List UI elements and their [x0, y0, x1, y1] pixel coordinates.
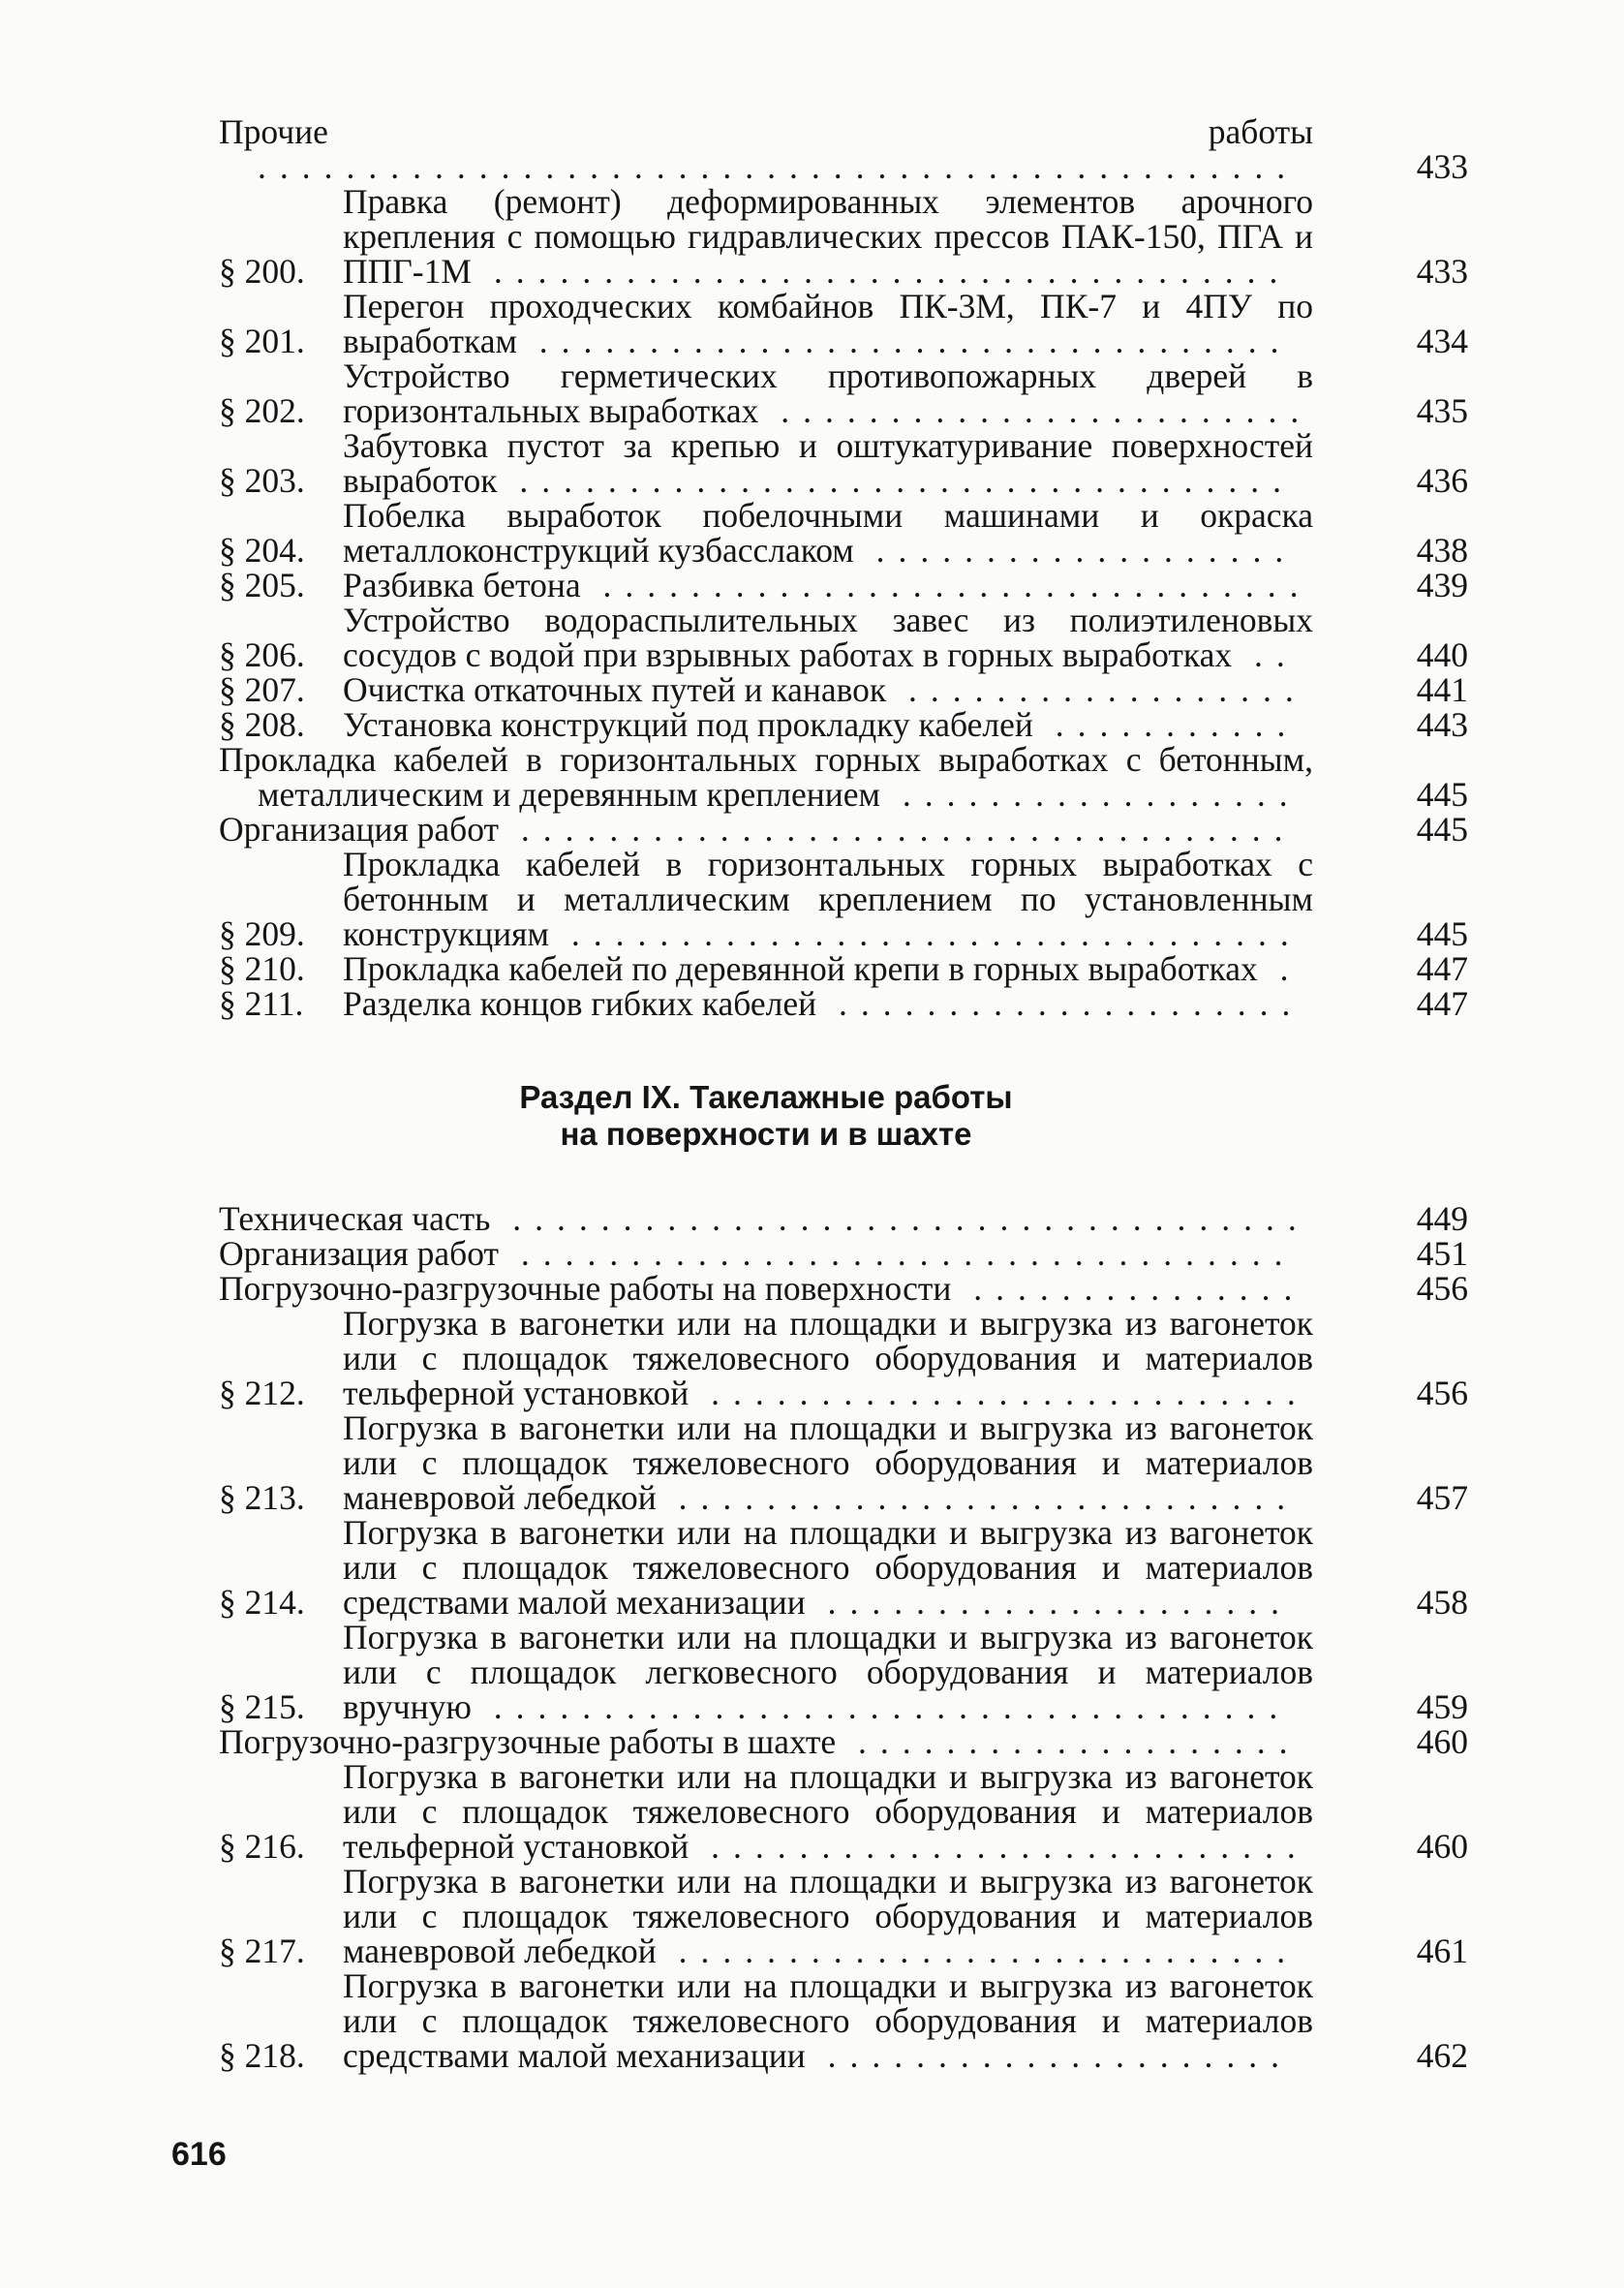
toc-entry-page: 443: [1416, 705, 1468, 744]
toc-entry-title: [343, 498, 1313, 568]
toc-leader-dots: ..................: [886, 670, 1307, 709]
toc-entry-page: 445: [1416, 810, 1468, 849]
toc-entry-body: [219, 1201, 1313, 1236]
toc-entry-title-text: Погрузка в вагонетки или на площадки и выгрузка из вагонеток или с площадок тяжеловесного оборудования и материалов маневровой лебедкой: [343, 1862, 1313, 1970]
toc-entry-page: 451: [1416, 1234, 1468, 1273]
toc-entry[interactable]: [219, 1201, 1468, 1236]
toc-entry-number: § 211.: [219, 984, 304, 1023]
toc-entry-body: [219, 742, 1313, 812]
toc-leader-dots: ...............: [951, 1269, 1306, 1308]
toc-entry[interactable]: [219, 707, 1468, 742]
toc-entry[interactable]: [219, 1306, 1468, 1410]
toc-leader-dots: ............................: [656, 1932, 1300, 1970]
toc-entry-title-text: Погрузка в вагонетки или на площадки и выгрузка из вагонеток или с площадок тяжеловесного оборудования и материалов средствами малой механизации: [343, 1513, 1313, 1622]
toc-list-part2: [219, 1201, 1468, 2073]
toc-leader-dots: .....................: [805, 2036, 1293, 2075]
toc-entry-body: [343, 1515, 1313, 1620]
toc-entry[interactable]: [219, 1236, 1468, 1271]
toc-entry-page: 435: [1416, 391, 1468, 430]
toc-entry-page: 458: [1416, 1583, 1468, 1622]
toc-leader-dots: ........................: [758, 391, 1313, 430]
toc-entry-number: § 215.: [219, 1687, 305, 1726]
toc-entry-title-text: Прокладка кабелей в горизонтальных горных выработках с бетонным и металлическим креплением по установленным конструкциям: [343, 845, 1313, 953]
toc-entry-body: [343, 1759, 1313, 1864]
toc-list-part1: [219, 114, 1468, 1021]
toc-entry[interactable]: [219, 1968, 1468, 2073]
toc-entry-body: [343, 1410, 1313, 1515]
toc-leader-dots: ..................: [879, 775, 1302, 814]
toc-entry-title: [343, 358, 1313, 428]
section-spacer-after: [219, 1153, 1468, 1201]
toc-entry-body: [219, 114, 1313, 184]
toc-entry-body: [343, 1968, 1313, 2073]
toc-leader-dots: ....................................: [471, 1687, 1292, 1726]
toc-entry-body: [219, 1236, 1313, 1271]
toc-leader-dots: ..: [1232, 635, 1299, 674]
toc-entry-body: [219, 1271, 1313, 1306]
toc-entry-title-text: Устройство герметических противопожарных дверей в горизонтальных выработках: [343, 356, 1313, 430]
toc-entry-title-text: Перегон проходческих комбайнов ПК-3М, ПК-7 и 4ПУ по выработкам: [343, 287, 1313, 360]
section-heading: [219, 1079, 1313, 1153]
toc-entry-title: [343, 672, 1313, 707]
toc-entry-title-text: Прочие работы: [219, 112, 1313, 151]
toc-entry-number: § 217.: [219, 1932, 305, 1970]
toc-entry-number: § 208.: [219, 705, 305, 744]
toc-leader-dots: .....................: [816, 984, 1304, 1023]
toc-entry[interactable]: [219, 986, 1468, 1021]
toc-leader-dots: ...............................................: [258, 147, 1300, 186]
toc-entry[interactable]: [219, 184, 1468, 289]
toc-entry-page: 456: [1416, 1269, 1468, 1308]
toc-entry-title-text: Устройство водораспылительных завес из полиэтиленовых сосудов с водой при взрывных работах в горных выработках: [343, 601, 1313, 674]
toc-entry[interactable]: [219, 428, 1468, 498]
toc-entry-title: [343, 707, 1313, 742]
toc-entry-title: [219, 1271, 1313, 1306]
toc-entry-title-text: Разбивка бетона: [343, 566, 581, 604]
toc-leader-dots: ....................................: [490, 1199, 1310, 1238]
toc-entry-title-text: Установка конструкций под прокладку кабелей: [343, 705, 1033, 744]
toc-leader-dots: ............................: [656, 1478, 1300, 1517]
toc-entry-body: [343, 358, 1313, 428]
toc-leader-dots: ................................: [580, 566, 1312, 604]
toc-entry-body: [219, 1724, 1313, 1759]
toc-entry[interactable]: [219, 1724, 1468, 1759]
toc-entry[interactable]: [219, 1864, 1468, 1968]
toc-entry-number: § 209.: [219, 914, 305, 953]
toc-entry[interactable]: [219, 289, 1468, 358]
toc-entry-page: 457: [1416, 1478, 1468, 1517]
toc-entry-number: § 216.: [219, 1827, 305, 1866]
toc-entry-title: [343, 986, 1313, 1021]
toc-entry[interactable]: [219, 672, 1468, 707]
toc-entry-title-text: Организация работ: [219, 1234, 500, 1273]
toc-entry-title: [219, 1724, 1313, 1759]
toc-entry-page: 438: [1416, 531, 1468, 570]
toc-entry[interactable]: [219, 1271, 1468, 1306]
toc-entry-title-text: Правка (ремонт) деформированных элементов арочного крепления с помощью гидравлических прессов ПАК-150, ПГА и ППГ-1М: [343, 182, 1313, 291]
toc-entry-title-text: Погрузка в вагонетки или на площадки и выгрузка из вагонеток или с площадок тяжеловесного оборудования и материалов тельферной установкой: [343, 1304, 1313, 1412]
toc-entry-title-text: Организация работ: [219, 810, 500, 849]
toc-leader-dots: ...................................: [497, 461, 1296, 500]
toc-entry-number: § 206.: [219, 635, 305, 674]
toc-entry-body: [343, 707, 1313, 742]
toc-entry-number: § 201.: [219, 322, 305, 360]
toc-leader-dots: ....................................: [471, 252, 1292, 291]
toc-entry-title-text: Разделка концов гибких кабелей: [343, 984, 817, 1023]
page-number: 616: [171, 2136, 227, 2173]
toc-entry-title-text: Погрузка в вагонетки или на площадки и выгрузка из вагонеток или с площадок тяжеловесного оборудования и материалов тельферной установкой: [343, 1757, 1313, 1866]
toc-entry-title-text: Очистка откаточных путей и канавок: [343, 670, 887, 709]
toc-entry-page: 433: [1416, 252, 1468, 291]
toc-entry-title: [343, 1306, 1313, 1410]
toc-entry-page: 439: [1416, 566, 1468, 604]
toc-entry-title: [343, 1968, 1313, 2073]
toc-entry-page: 449: [1416, 1199, 1468, 1238]
toc-entry-title: [343, 1759, 1313, 1864]
toc-entry[interactable]: [219, 1759, 1468, 1864]
toc-leader-dots: ...................: [853, 531, 1298, 570]
toc-entry-page: 433: [1416, 147, 1468, 186]
toc-entry-title-text: Погрузка в вагонетки или на площадки и выгрузка из вагонеток или с площадок тяжеловесного оборудования и материалов маневровой лебедкой: [343, 1408, 1313, 1517]
toc-entry-title-text: Побелка выработок побелочными машинами и окраска металлоконструкций кузбасслаком: [343, 496, 1313, 570]
toc-entry-title: [343, 1515, 1313, 1620]
toc-entry-body: [343, 603, 1313, 672]
toc-entry-page: 436: [1416, 461, 1468, 500]
toc-entry[interactable]: [219, 1620, 1468, 1724]
toc-entry-number: § 200.: [219, 252, 305, 291]
toc-entry-title: [343, 1620, 1313, 1724]
toc-entry-number: § 207.: [219, 670, 305, 709]
toc-entry-page: 447: [1416, 984, 1468, 1023]
toc-leader-dots: ...........................: [689, 1374, 1309, 1412]
toc-leader-dots: .................................: [548, 914, 1302, 953]
toc-entry-number: § 210.: [219, 949, 305, 988]
toc-entry-body: [343, 951, 1313, 986]
toc-entry-title-text: Погрузочно-разгрузочные работы в шахте: [219, 1722, 837, 1761]
toc-entry[interactable]: [219, 568, 1468, 603]
toc-entry-page: 441: [1416, 670, 1468, 709]
toc-entry[interactable]: [219, 498, 1468, 568]
toc-entry-body: [343, 672, 1313, 707]
toc-entry-body: [219, 812, 1313, 847]
toc-entry[interactable]: [219, 951, 1468, 986]
toc-leader-dots: ..................................: [516, 322, 1293, 360]
toc-entry[interactable]: [219, 603, 1468, 672]
toc-entry-title: [219, 114, 1313, 184]
toc-entry-page: 461: [1416, 1932, 1468, 1970]
toc-entry-title-text: Погрузка в вагонетки или на площадки и выгрузка из вагонеток или с площадок легковесного оборудования и материалов вручную: [343, 1618, 1313, 1726]
toc-entry-title: [219, 1201, 1313, 1236]
toc-entry-body: [343, 568, 1313, 603]
toc-entry-title: [219, 742, 1313, 812]
section-heading-line2: на поверхности и в шахте: [560, 1116, 972, 1152]
toc-entry-page: 445: [1416, 914, 1468, 953]
toc-entry[interactable]: [219, 742, 1468, 812]
toc-entry-page: 459: [1416, 1687, 1468, 1726]
toc-entry[interactable]: [219, 812, 1468, 847]
toc-entry-number: § 218.: [219, 2036, 305, 2075]
toc-entry-number: § 214.: [219, 1583, 305, 1622]
section-spacer: [219, 1021, 1468, 1079]
toc-entry-number: § 203.: [219, 461, 305, 500]
toc-leader-dots: ...........: [1032, 705, 1300, 744]
toc-entry-title: [343, 951, 1313, 986]
toc-entry-title-text: Забутовка пустот за крепью и оштукатуривание поверхностей выработок: [343, 426, 1313, 500]
toc-entry-body: [343, 847, 1313, 951]
toc-entry-number: § 204.: [219, 531, 305, 570]
toc-entry-body: [343, 1864, 1313, 1968]
toc-entry-title: [343, 1410, 1313, 1515]
toc-entry-page: 445: [1416, 775, 1468, 814]
toc-entry-page: 456: [1416, 1374, 1468, 1412]
toc-entry-title-text: Прокладка кабелей по деревянной крепи в горных выработках: [343, 949, 1258, 988]
toc-entry-title: [343, 568, 1313, 603]
toc-entry-page: 462: [1416, 2036, 1468, 2075]
toc-leader-dots: ...................................: [499, 810, 1297, 849]
toc-leader-dots: ....................: [836, 1722, 1302, 1761]
toc-entry-page: 434: [1416, 322, 1468, 360]
toc-entry-number: § 202.: [219, 391, 305, 430]
toc-entry-title: [343, 603, 1313, 672]
toc-entry[interactable]: [219, 114, 1468, 184]
toc-entry-title-text: Техническая часть: [219, 1199, 491, 1238]
toc-leader-dots: ...........................: [689, 1827, 1309, 1866]
toc-entry-page: 447: [1416, 949, 1468, 988]
toc-entry-title: [219, 1236, 1313, 1271]
toc-entry-number: § 213.: [219, 1478, 305, 1517]
toc-entry-title-text: Прокладка кабелей в горизонтальных горных выработках с бетонным, металлическим и деревянным креплением: [219, 740, 1313, 814]
toc-entry-title-text: Погрузка в вагонетки или на площадки и выгрузка из вагонеток или с площадок тяжеловесного оборудования и материалов средствами малой механизации: [343, 1966, 1313, 2075]
toc-entry-title: [343, 847, 1313, 951]
toc-entry-body: [343, 428, 1313, 498]
toc-entry-title: [343, 1864, 1313, 1968]
section-heading-line1: Раздел IX. Такелажные работы: [519, 1079, 1013, 1115]
toc-entry-body: [343, 498, 1313, 568]
toc-entry-page: 460: [1416, 1722, 1468, 1761]
toc-entry[interactable]: [219, 1515, 1468, 1620]
toc-leader-dots: ...................................: [499, 1234, 1297, 1273]
toc-entry-number: § 212.: [219, 1374, 305, 1412]
toc-entry-body: [343, 1620, 1313, 1724]
toc-leader-dots: .: [1257, 949, 1302, 988]
toc-page: [219, 114, 1468, 2073]
toc-entry-title: [343, 184, 1313, 289]
toc-entry-title: [219, 812, 1313, 847]
toc-entry-page: 460: [1416, 1827, 1468, 1866]
toc-entry-page: 440: [1416, 635, 1468, 674]
toc-entry-body: [343, 289, 1313, 358]
toc-entry-title: [343, 289, 1313, 358]
toc-leader-dots: .....................: [805, 1583, 1293, 1622]
toc-entry-body: [343, 184, 1313, 289]
toc-entry[interactable]: [219, 358, 1468, 428]
toc-entry-body: [343, 986, 1313, 1021]
toc-entry-number: § 205.: [219, 566, 305, 604]
toc-entry-body: [343, 1306, 1313, 1410]
toc-entry-title-text: Погрузочно-разгрузочные работы на поверхности: [219, 1269, 952, 1308]
toc-entry[interactable]: [219, 1410, 1468, 1515]
toc-entry[interactable]: [219, 847, 1468, 951]
toc-entry-title: [343, 428, 1313, 498]
